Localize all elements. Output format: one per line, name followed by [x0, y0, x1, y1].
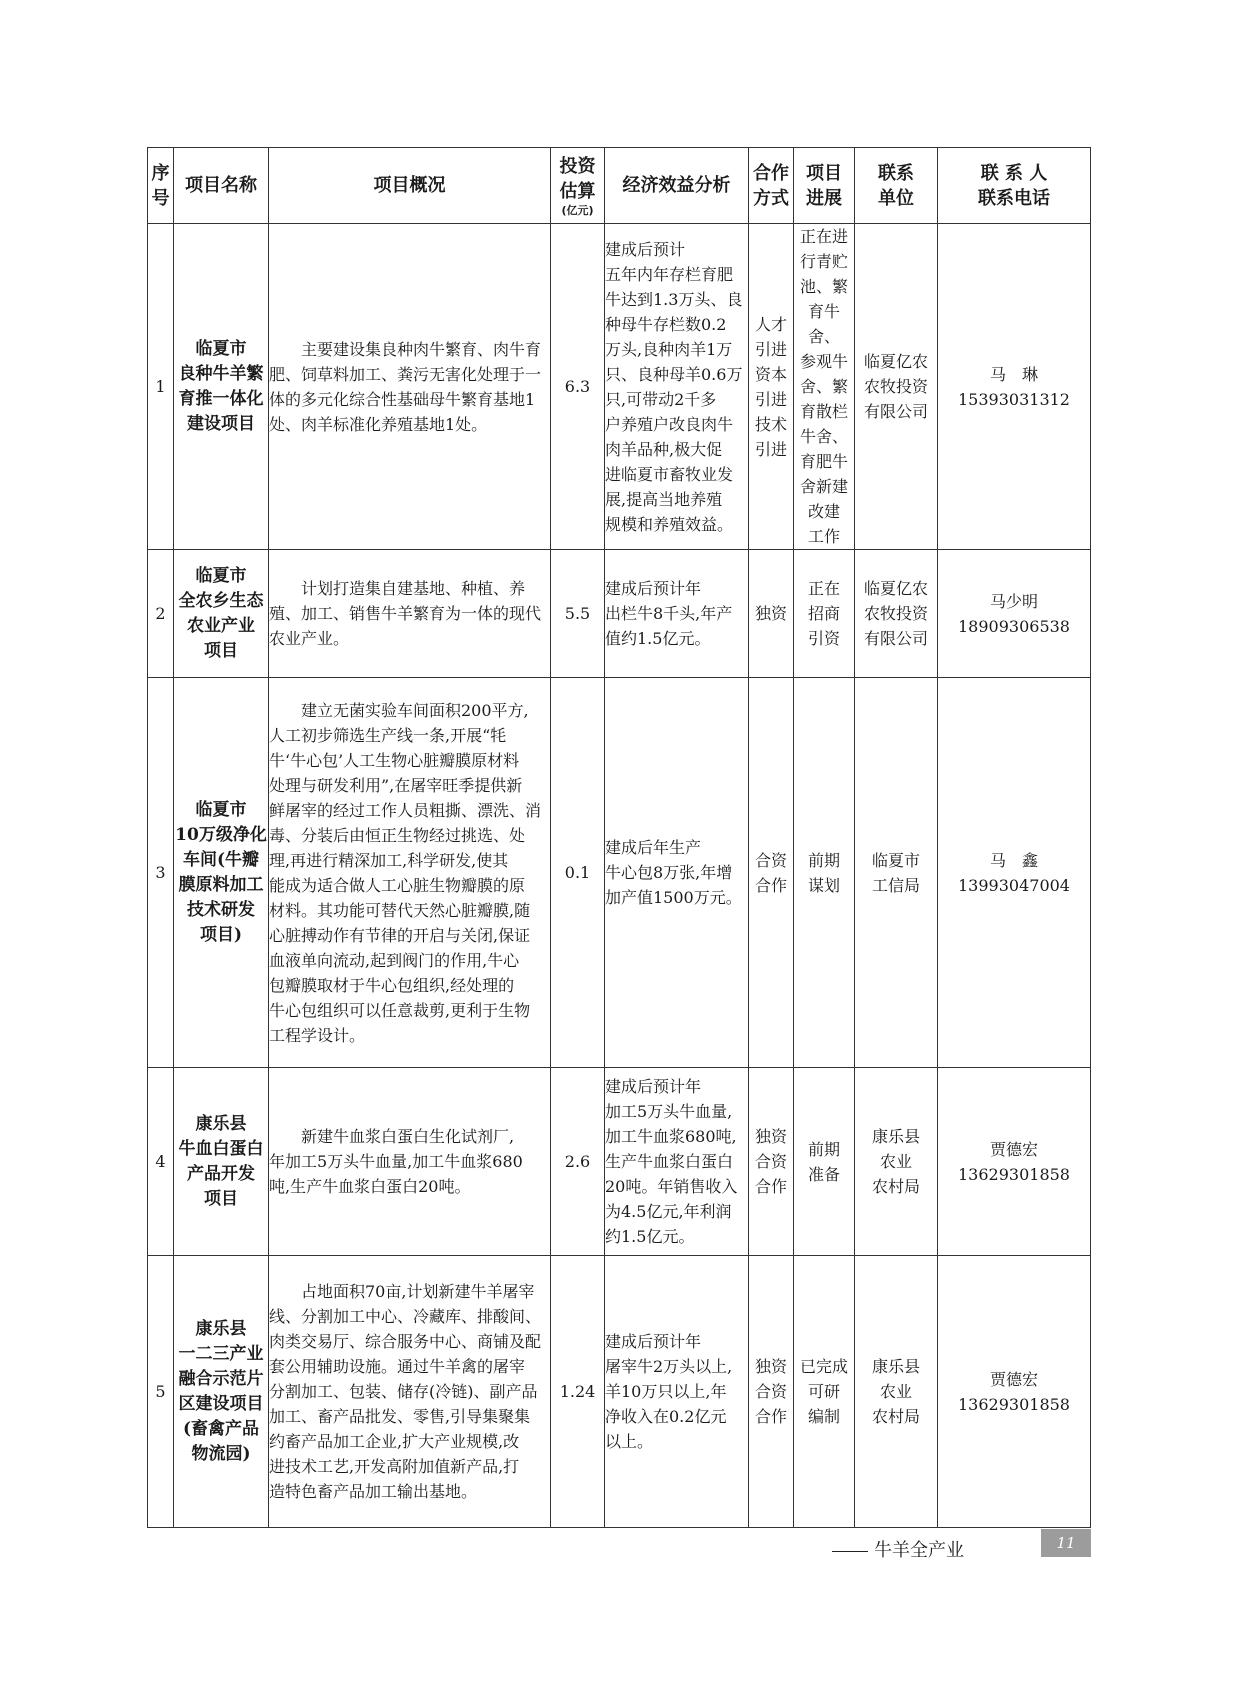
cooperation-mode: 人才 引进 资本 引进 技术 引进 [749, 224, 794, 550]
project-overview: 建立无菌实验车间面积200平方, 人工初步筛选生产线一条,开展“牦 牛‘牛心包’人工生物心脏瓣膜原材料 处理与研发利用”,在屠宰旺季提供新 鲜屠宰的经过工作人员粗撕、漂洗、消 毒、分装后由恒正生物经过挑选、处 理,再进行精深加工,科学研发,使其 能成为适合做人工心脏生物瓣膜的原 材料。其功能可替代天然心脏瓣膜,随 心脏搏动作有节律的开启与关闭,保证 血液单向流动,起到阀门的作用,牛心 包瓣膜取材于牛心包组织,经处理的 牛心包组织可以任意裁剪,更利于生物 工程学设计。 [269, 678, 551, 1068]
table-row [148, 1068, 1091, 1256]
header-invest-unit: (亿元) [561, 203, 594, 217]
table-row [148, 550, 1091, 678]
benefit-analysis: 建成后预计 五年内年存栏育肥 牛达到1.3万头、良 种母牛存栏数0.2 万头,良种肉羊1万 只、良种母羊0.6万 只,可带动2千多 户养殖户改良肉牛 肉羊品种,极大促 进临夏市畜牧业发 展,提高当地养殖 规模和养殖效益。 [605, 224, 749, 550]
row-number: 4 [148, 1068, 174, 1256]
project-name: 临夏市 全农乡生态 农业产业 项目 [174, 550, 269, 678]
header-overview: 项目概况 [269, 148, 551, 224]
table-row [148, 678, 1091, 1068]
contact-phone: 13629301858 [958, 1164, 1070, 1184]
contact-unit: 临夏亿农 农牧投资 有限公司 [855, 550, 938, 678]
contact-phone: 15393031312 [958, 389, 1070, 409]
project-overview: 新建牛血浆白蛋白生化试剂厂, 年加工5万头牛血量,加工牛血浆680 吨,生产牛血浆白蛋白20吨。 [269, 1068, 551, 1256]
contact-phone: 18909306538 [958, 616, 1070, 636]
contact-name: 马少明 [989, 591, 1038, 611]
investment-value: 0.1 [551, 678, 605, 1068]
contact-person [938, 1256, 1091, 1528]
cooperation-mode: 独资 合资 合作 [749, 1256, 794, 1528]
project-progress: 正在进 行青贮 池、繁 育牛舍、 参观牛 舍、繁 育散栏 牛舍、 育肥牛 舍新建 改建 工作 [794, 224, 855, 550]
header-coop: 合作 方式 [749, 148, 794, 224]
project-progress: 正在 招商 引资 [794, 550, 855, 678]
project-overview: 计划打造集自建基地、种植、养 殖、加工、销售牛羊繁育为一体的现代 农业产业。 [269, 550, 551, 678]
contact-person [938, 550, 1091, 678]
benefit-analysis: 建成后年生产 牛心包8万张,年增 加产值1500万元。 [605, 678, 749, 1068]
project-name: 康乐县 牛血白蛋白 产品开发 项目 [174, 1068, 269, 1256]
header-name: 项目名称 [174, 148, 269, 224]
contact-name: 贾德宏 [989, 1139, 1038, 1159]
contact-person [938, 1068, 1091, 1256]
project-table [147, 147, 1091, 1528]
investment-value: 6.3 [551, 224, 605, 550]
benefit-analysis: 建成后预计年 加工5万头牛血量, 加工牛血浆680吨, 生产牛血浆白蛋白 20吨。年销售收入 为4.5亿元,年利润 约1.5亿元。 [605, 1068, 749, 1256]
contact-person [938, 678, 1091, 1068]
contact-name: 马 鑫 [989, 850, 1038, 870]
benefit-analysis: 建成后预计年 出栏牛8千头,年产 值约1.5亿元。 [605, 550, 749, 678]
cooperation-mode: 独资 [749, 550, 794, 678]
table-row [148, 1256, 1091, 1528]
row-number: 5 [148, 1256, 174, 1528]
row-number: 2 [148, 550, 174, 678]
contact-unit: 康乐县 农业 农村局 [855, 1068, 938, 1256]
footer-section-label [832, 1536, 964, 1562]
project-progress: 已完成 可研 编制 [794, 1256, 855, 1528]
header-unit: 联系 单位 [855, 148, 938, 224]
contact-phone: 13993047004 [958, 875, 1070, 895]
header-progress: 项目 进展 [794, 148, 855, 224]
project-progress: 前期 准备 [794, 1068, 855, 1256]
page-number-badge: 11 [1041, 1529, 1091, 1557]
contact-phone: 13629301858 [958, 1394, 1070, 1414]
investment-value: 2.6 [551, 1068, 605, 1256]
contact-name: 贾德宏 [989, 1369, 1038, 1389]
row-number: 1 [148, 224, 174, 550]
investment-value: 1.24 [551, 1256, 605, 1528]
project-name: 临夏市 10万级净化 车间(牛瓣 膜原料加工 技术研发 项目) [174, 678, 269, 1068]
footer-rule [832, 1551, 868, 1552]
contact-unit: 临夏亿农 农牧投资 有限公司 [855, 224, 938, 550]
investment-value: 5.5 [551, 550, 605, 678]
cooperation-mode: 合资 合作 [749, 678, 794, 1068]
header-benefit: 经济效益分析 [605, 148, 749, 224]
table-row [148, 224, 1091, 550]
contact-unit: 康乐县 农业 农村局 [855, 1256, 938, 1528]
header-row [148, 148, 1091, 224]
benefit-analysis: 建成后预计年 屠宰牛2万头以上, 羊10万只以上,年 净收入在0.2亿元 以上。 [605, 1256, 749, 1528]
project-name: 临夏市 良种牛羊繁 育推一体化 建设项目 [174, 224, 269, 550]
project-overview: 占地面积70亩,计划新建牛羊屠宰 线、分割加工中心、冷藏库、排酸间、 肉类交易厅、综合服务中心、商铺及配 套公用辅助设施。通过牛羊禽的屠宰 分割加工、包装、储存(冷链)、副产品 加工、畜产品批发、零售,引导集聚集 约畜产品加工企业,扩大产业规模,改 进技术工艺,开发高附加值新产品,打 造特色畜产品加工输出基地。 [269, 1256, 551, 1528]
cooperation-mode: 独资 合资 合作 [749, 1068, 794, 1256]
project-overview: 主要建设集良种肉牛繁育、肉牛育 肥、饲草料加工、粪污无害化处理于一 体的多元化综合性基础母牛繁育基地1 处、肉羊标准化养殖基地1处。 [269, 224, 551, 550]
header-seq: 序 号 [148, 148, 174, 224]
header-invest: 投资 估算 (亿元) [551, 148, 605, 224]
header-contact: 联 系 人 联系电话 [938, 148, 1091, 224]
row-number: 3 [148, 678, 174, 1068]
project-name: 康乐县 一二三产业 融合示范片 区建设项目 (畜禽产品 物流园) [174, 1256, 269, 1528]
footer-label-text: 牛羊全产业 [874, 1540, 964, 1561]
contact-unit: 临夏市 工信局 [855, 678, 938, 1068]
contact-person [938, 224, 1091, 550]
contact-name: 马 琳 [989, 364, 1038, 384]
project-progress: 前期 谋划 [794, 678, 855, 1068]
